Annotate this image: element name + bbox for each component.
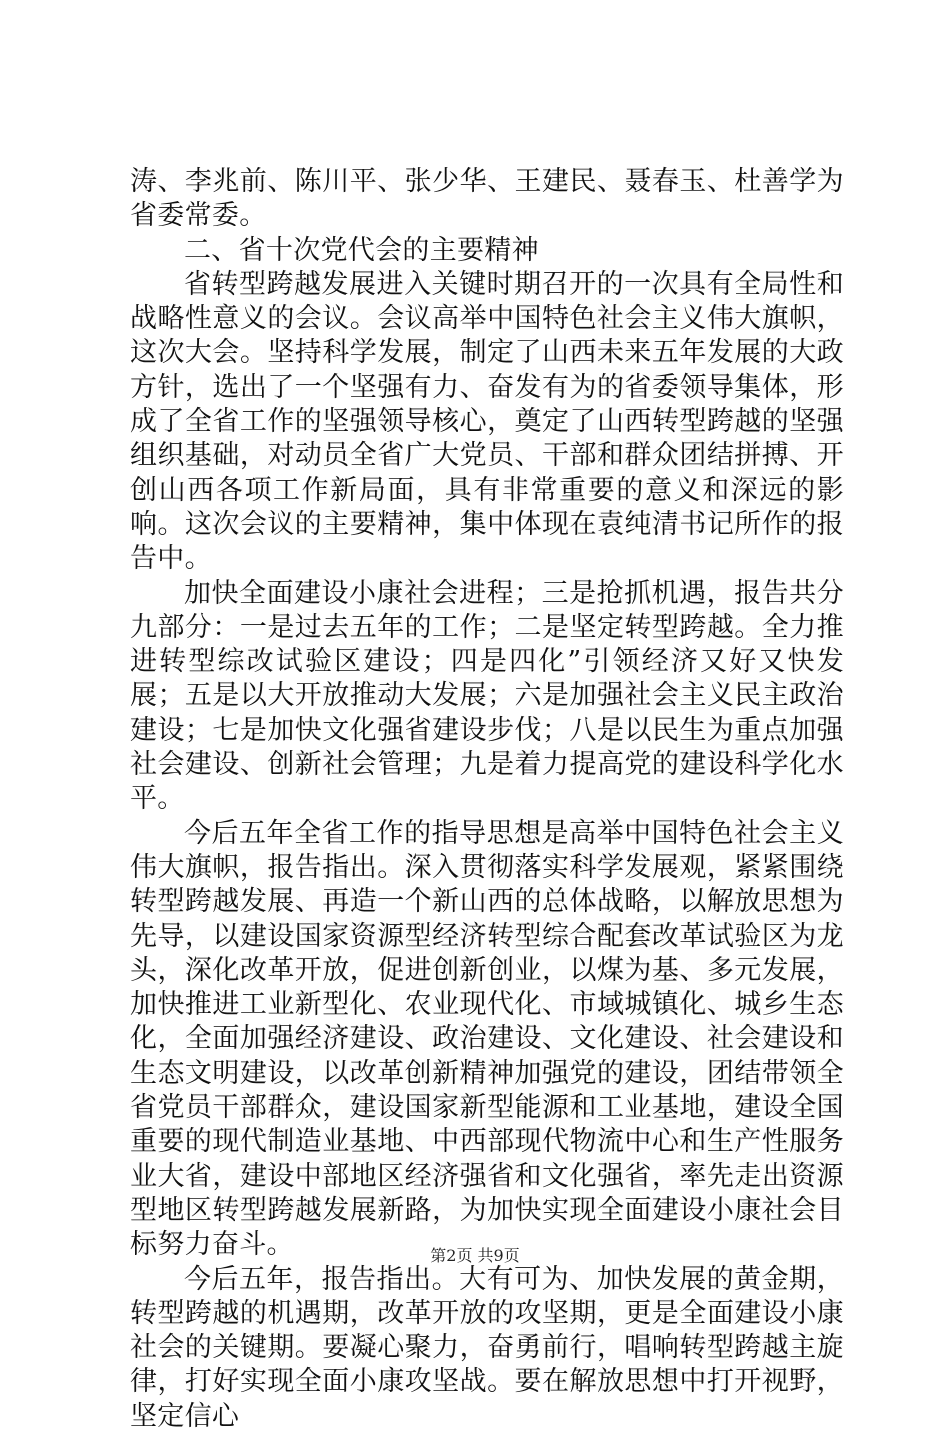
page-footer [0, 1243, 950, 1266]
page-number: 第2页 共9页 [430, 1246, 520, 1265]
section-heading: 二、省十次党代会的主要精神 [184, 234, 539, 266]
paragraph: 加快全面建设小康社会进程；三是抢抓机遇，报告共分九部分：一是过去五年的工作；二是坚定转型跨越。全力推进转型综改试验区建设；四是四化”引领经济又好又快发展；五是以大开放推动大发展；六是加强社会主义民主政治建设；七是加快文化强省建设步伐；八是以民生为重点加强社会建设、创新社会管理；九是着力提高党的建设科学化水平。 [130, 577, 844, 815]
paragraph-continuation: 涛、李兆前、陈川平、张少华、王建民、聂春玉、杜善学为省委常委。 [130, 166, 844, 232]
paragraph: 省转型跨越发展进入关键时期召开的一次具有全局性和战略性意义的会议。会议高举中国特色社会主义伟大旗帜，这次大会。坚持科学发展，制定了山西未来五年发展的大政方针，选出了一个坚强有力、奋发有为的省委领导集体，形成了全省工作的坚强领导核心，奠定了山西转型跨越的坚强组织基础，对动员全省广大党员、干部和群众团结拼搏、开创山西各项工作新局面，具有非常重要的意义和深远的影响。这次会议的主要精神，集中体现在袁纯清书记所作的报告中。 [130, 268, 844, 575]
paragraph: 今后五年，报告指出。大有可为、加快发展的黄金期，转型跨越的机遇期，改革开放的攻坚期，更是全面建设小康社会的关键期。要凝心聚力，奋勇前行，唱响转型跨越主旋律，打好实现全面小康攻坚战。要在解放思想中打开视野，坚定信心 [130, 1263, 844, 1432]
paragraph: 今后五年全省工作的指导思想是高举中国特色社会主义伟大旗帜，报告指出。深入贯彻落实科学发展观，紧紧围绕转型跨越发展、再造一个新山西的总体战略，以解放思想为先导，以建设国家资源型经济转型综合配套改革试验区为龙头，深化改革开放，促进创新创业，以煤为基、多元发展，加快推进工业新型化、农业现代化、市域城镇化、城乡生态化，全面加强经济建设、政治建设、文化建设、社会建设和生态文明建设，以改革创新精神加强党的建设，团结带领全省党员干部群众，建设国家新型能源和工业基地，建设全国重要的现代制造业基地、中西部现代物流中心和生产性服务业大省，建设中部地区经济强省和文化强省，率先走出资源型地区转型跨越发展新路，为加快实现全面建设小康社会目标努力奋斗。 [130, 817, 844, 1261]
